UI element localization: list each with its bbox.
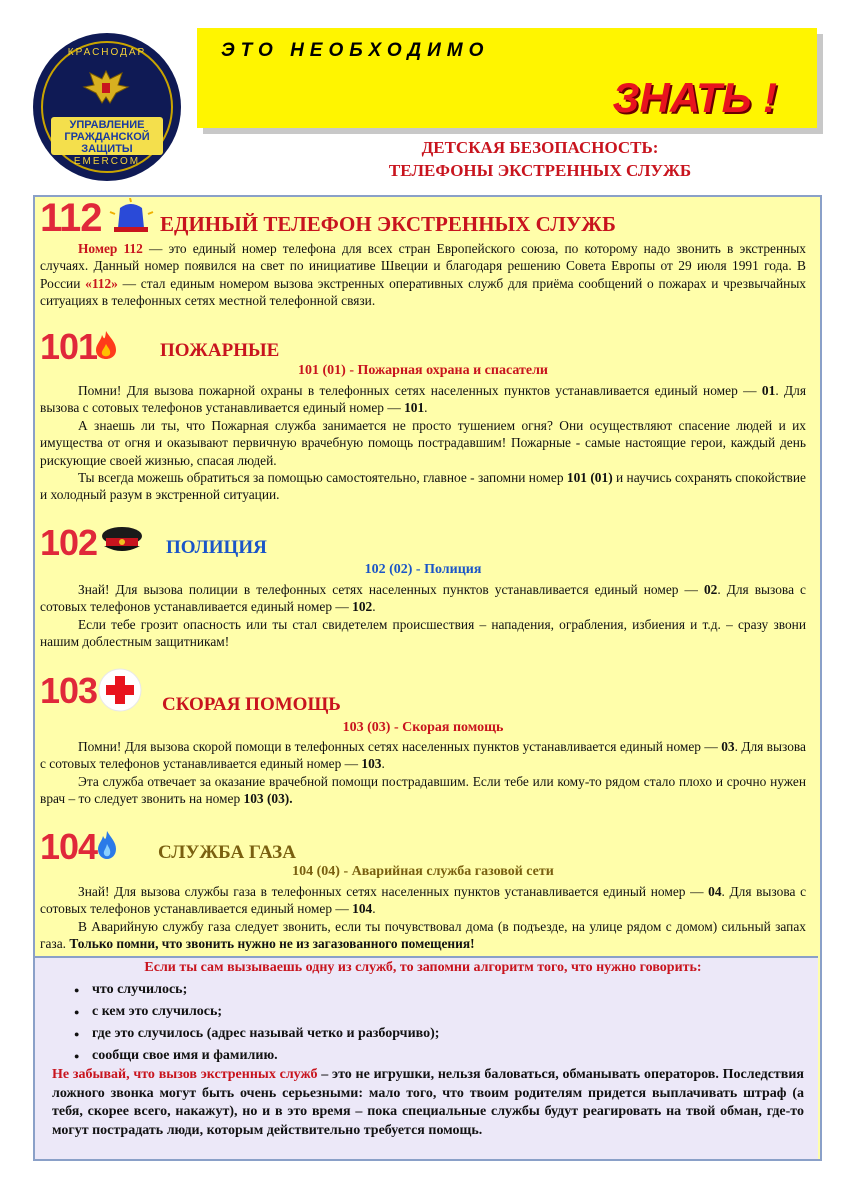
text-fragment: Ты всегда можешь обратиться за помощью самостоятельно, главное - запомни номер bbox=[78, 470, 567, 486]
paragraph-102-2: Если тебе грозит опасность или ты стал свидетелем происшествия – нападения, ограбления, избиения и т.д. – сразу звони нашим доблестным защитникам! bbox=[40, 616, 806, 650]
text-fragment: . Для вызова с сотовых телефонов устанавливается единый номер — bbox=[40, 884, 807, 917]
text-fragment: Эта служба отвечает за оказание врачебной помощи пострадавшим. Если тебе или кому-то рядом стало плохо и срочно нужен врач – то следует звонить на номер bbox=[40, 773, 806, 807]
subheading-103: 103 (03) - Скорая помощь bbox=[342, 720, 504, 735]
text-fragment: 101 (01) bbox=[566, 470, 613, 486]
highlight-112: «112» bbox=[85, 275, 118, 291]
text-fragment: Знай! Для вызова полиции в телефонных сетях населенных пунктов устанавливается единый номер — bbox=[78, 582, 704, 597]
text-fragment: . Для вызова с сотовых телефонов устанавливается единый номер — bbox=[40, 582, 806, 615]
section-102-text bbox=[40, 581, 806, 651]
heading-112: ЕДИНЫЙ ТЕЛЕФОН ЭКСТРЕННЫХ СЛУЖБ bbox=[160, 212, 616, 236]
section-103-text bbox=[40, 738, 806, 808]
warning-text bbox=[52, 1066, 804, 1140]
siren-icon bbox=[108, 198, 154, 232]
section-112-text bbox=[40, 240, 806, 310]
text-fragment: 02 bbox=[703, 582, 718, 597]
section-104-text bbox=[40, 883, 806, 953]
heading-103: СКОРАЯ ПОМОЩЬ bbox=[162, 694, 341, 715]
banner-line-1: ЭТО НЕОБХОДИМО bbox=[221, 40, 490, 61]
heading-102: ПОЛИЦИЯ bbox=[166, 537, 267, 558]
text-fragment: 104 bbox=[352, 901, 373, 917]
page-title-line-1: ДЕТСКАЯ БЕЗОПАСНОСТЬ: bbox=[421, 138, 659, 157]
text-fragment: . bbox=[372, 901, 376, 917]
page-title-line-2: ТЕЛЕФОНЫ ЭКСТРЕННЫХ СЛУЖБ bbox=[388, 161, 692, 180]
list-item: ● где это случилось (адрес называй четко и разборчиво); bbox=[92, 1026, 439, 1042]
section-101-text bbox=[40, 382, 806, 504]
text-fragment: 101 bbox=[404, 400, 425, 416]
police-cap-icon bbox=[98, 524, 146, 556]
list-item: ● что случилось; bbox=[92, 982, 187, 998]
number-101: 101 bbox=[40, 326, 98, 367]
number-102: 102 bbox=[40, 522, 98, 563]
text-fragment: 102 bbox=[352, 599, 373, 615]
header-banner bbox=[197, 28, 817, 128]
text-fragment: . bbox=[372, 599, 376, 615]
eagle-icon bbox=[80, 67, 132, 107]
algorithm-intro: Если ты сам вызываешь одну из служб, то запомни алгоритм того, что нужно говорить: bbox=[144, 960, 702, 975]
text-fragment: . bbox=[381, 756, 385, 772]
text-fragment: . Для вызова с сотовых телефонов устанавливается единый номер — bbox=[40, 739, 806, 772]
fire-icon bbox=[94, 330, 118, 360]
text-112-a: — это единый номер телефона для всех стран Европейского союза, по которому надо звонить в экстренных случаях. Данный номер появился на свет по инициативе Швеции и благодаря решению Совета Европы от 29 июля 1991 года. В России bbox=[40, 241, 806, 291]
text-fragment: . bbox=[424, 400, 428, 416]
warning-body: – это не игрушки, нельзя баловаться, обманывать операторов. Последствия ложного звонка могут быть очень серьезными: мало того, что твоим родителям придется выплачивать штраф (а тебя, скорее всего, накажут), но и в это время – пока специальные службы будут реагировать на твой обман, где-то могут пострадать люди, которым действительно требуется помощь. bbox=[52, 1067, 804, 1138]
emblem-bottom-text: EMERCOM bbox=[73, 156, 141, 167]
text-fragment: В Аварийную службу газа следует звонить, если ты почувствовал дома (в подъезде, на улице рядом с домом) сильный запах газа. bbox=[40, 918, 806, 952]
subheading-104: 104 (04) - Аварийная служба газовой сети bbox=[292, 864, 554, 879]
text-fragment: 03 bbox=[721, 739, 735, 754]
subheading-102: 102 (02) - Полиция bbox=[364, 562, 482, 577]
emblem-logo bbox=[33, 33, 181, 181]
text-fragment: и научись сохранять спокойствие и холодный разум в экстренной ситуации. bbox=[40, 470, 806, 503]
number-104: 104 bbox=[40, 826, 98, 867]
emblem-band: УПРАВЛЕНИЕ ГРАЖДАНСКОЙ ЗАЩИТЫ bbox=[51, 117, 163, 155]
text-fragment: Помни! Для вызова пожарной охраны в телефонных сетях населенных пунктов устанавливается единый номер — bbox=[78, 383, 762, 398]
number-103: 103 bbox=[40, 670, 98, 711]
paragraph-101-2: А знаешь ли ты, что Пожарная служба занимается не просто тушением огня? Они осуществляют спасение людей и их имущества от огня и оказывают первичную врачебную помощь пострадавшим! Пожарные - самые настоящие герои, каждый день рискующие своей жизнью, спасая людей. bbox=[40, 417, 806, 468]
number-112: 112 bbox=[40, 196, 102, 240]
text-fragment: 103 (03). bbox=[243, 791, 293, 807]
list-item: ● с кем это случилось; bbox=[92, 1004, 222, 1020]
lead-112: Номер 112 bbox=[78, 241, 143, 256]
text-fragment: 103 bbox=[361, 756, 382, 772]
text-fragment: Помни! Для вызова скорой помощи в телефонных сетях населенных пунктов устанавливается единый номер — bbox=[78, 739, 722, 754]
subheading-101: 101 (01) - Пожарная охрана и спасатели bbox=[298, 363, 548, 378]
text-fragment: 04 bbox=[708, 884, 722, 899]
text-fragment: Только помни, что звонить нужно не из загазованного помещения! bbox=[69, 936, 475, 952]
heading-101: ПОЖАРНЫЕ bbox=[160, 340, 280, 361]
text-112-b: — стал единым номером вызова экстренных оперативных служб для приёма сообщений о пожарах и чрезвычайных ситуациях в телефонных сетях местной телефонной связи. bbox=[40, 275, 807, 309]
text-fragment: 01 bbox=[761, 383, 776, 398]
banner-line-2: ЗНАТЬ ! bbox=[612, 74, 777, 121]
gas-flame-icon bbox=[96, 830, 118, 860]
emblem-top-text: КРАСНОДАР bbox=[67, 47, 147, 58]
heading-104: СЛУЖБА ГАЗА bbox=[158, 842, 296, 863]
medical-cross-icon bbox=[98, 668, 142, 712]
warning-lead: Не забывай, что вызов экстренных служб bbox=[52, 1067, 318, 1082]
list-item: ● сообщи свое имя и фамилию. bbox=[92, 1048, 278, 1064]
text-fragment: . Для вызова с сотовых телефонов устанавливается единый номер — bbox=[40, 383, 807, 416]
text-fragment: Знай! Для вызова службы газа в телефонных сетях населенных пунктов устанавливается единый номер — bbox=[78, 884, 709, 899]
